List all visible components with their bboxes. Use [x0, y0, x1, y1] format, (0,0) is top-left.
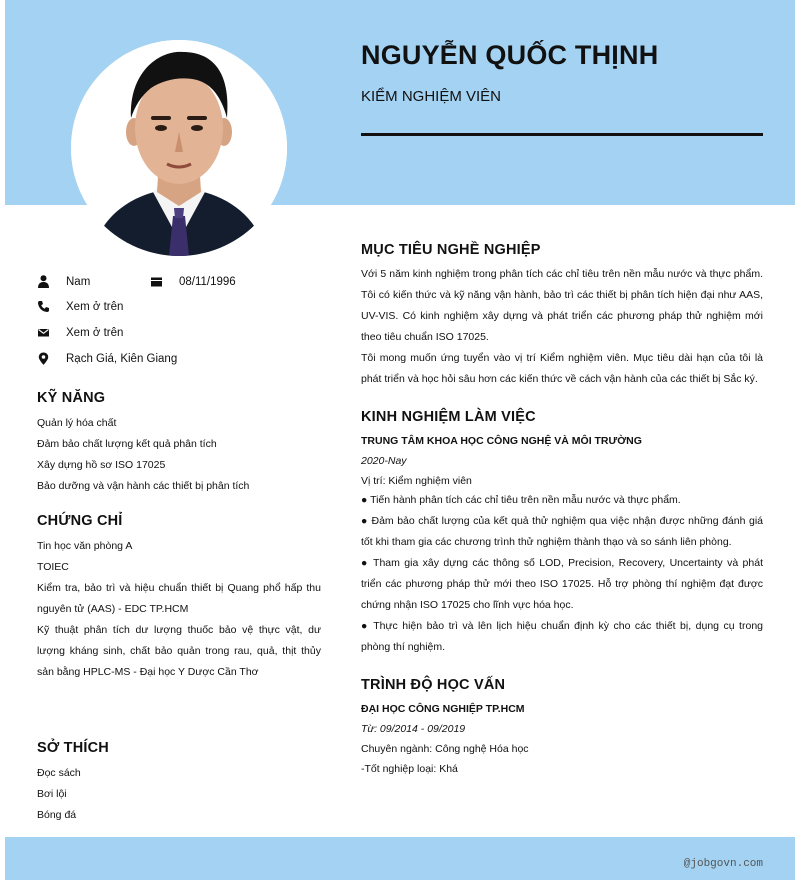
major: Chuyên ngành: Công nghệ Hóa học — [361, 743, 529, 755]
list-item: Tin học văn phòng A — [37, 540, 133, 552]
school-name: ĐẠI HỌC CÔNG NGHIỆP TP.HCM — [361, 703, 525, 715]
list-item: Kiểm tra, bảo trì và hiệu chuẩn thiết bị Quang phổ hấp thu nguyên tử (AAS) - EDC TP.HCM — [37, 582, 321, 615]
experience-block — [361, 431, 763, 491]
email-value: Xem ở trên — [66, 326, 124, 339]
certificates-list — [37, 536, 321, 683]
objective-paragraph: Với 5 năm kinh nghiệm trong phân tích các chỉ tiêu trên nền mẫu nước và thực phẩm. Tôi có kiến thức và kỹ năng vận hành, bảo trì các thiết bị phân tích hiện đại như AAS, UV-VIS. Có kinh nghiệm xây dựng và phát triển các phương pháp thử nghiệm mới theo tiêu chuẩn ISO 17025. — [361, 268, 763, 343]
email-row — [37, 326, 123, 339]
phone-row — [37, 300, 123, 313]
footer-band — [5, 837, 795, 880]
birthday-row — [150, 275, 236, 288]
list-item: TOIEC — [37, 561, 69, 573]
skills-list — [37, 413, 321, 497]
experience-bullets — [361, 490, 763, 658]
list-item: Xây dựng hồ sơ ISO 17025 — [37, 459, 166, 471]
list-item: Bảo dưỡng và vận hành các thiết bị phân tích — [37, 480, 250, 492]
certificates-title: CHỨNG CHỈ — [37, 513, 123, 529]
list-item: Đảm bảo chất lượng kết quả phân tích — [37, 438, 217, 450]
objective-paragraph: Tôi mong muốn ứng tuyển vào vị trí Kiểm nghiệm viên. Mục tiêu dài hạn của tôi là phát triển và học hỏi sâu hơn các kiến thức về cách vận hành của các thiết bị Sắc ký. — [361, 352, 763, 385]
email-icon — [37, 326, 50, 339]
list-item: Bóng đá — [37, 809, 77, 821]
profile-photo — [71, 40, 287, 256]
work-period: 2020-Nay — [361, 455, 407, 467]
list-item: Quản lý hóa chất — [37, 417, 117, 429]
study-period: Từ: 09/2014 - 09/2019 — [361, 723, 466, 735]
candidate-name: NGUYỄN QUỐC THỊNH — [361, 40, 659, 70]
list-item: Kỹ thuật phân tích dư lượng thuốc bảo vệ thực vật, dư lượng kháng sinh, chất bảo quản trong rau, quả, thịt thủy sản bằng HPLC-MS - Đại học Y Dược Cần Thơ — [37, 624, 321, 678]
objective-title: MỤC TIÊU NGHỀ NGHIỆP — [361, 242, 541, 258]
skills-title: KỸ NĂNG — [37, 390, 106, 406]
phone-value: Xem ở trên — [66, 300, 124, 313]
graduation-grade: -Tốt nghiệp loại: Khá — [361, 763, 458, 775]
experience-title: KINH NGHIỆM LÀM VIỆC — [361, 409, 536, 425]
list-item: Đọc sách — [37, 767, 81, 779]
address-row — [37, 352, 177, 365]
birthday-value: 08/11/1996 — [179, 275, 236, 288]
job-title: KIỂM NGHIỆM VIÊN — [361, 88, 502, 105]
hobbies-title: SỞ THÍCH — [37, 740, 109, 756]
list-item: ● Tham gia xây dựng các thông số LOD, Precision, Recovery, Uncertainty và phát triển các phương pháp thử mới theo ISO 17025. Hỗ trợ phòng thí nghiệm đạt được chứng nhận ISO 17025 cho lĩnh vực hóa học. — [361, 557, 763, 611]
work-role: Vị trí: Kiểm nghiệm viên — [361, 475, 472, 487]
list-item: ● Tiến hành phân tích các chỉ tiêu trên nền mẫu nước và thực phẩm. — [361, 494, 681, 506]
company-name: TRUNG TÂM KHOA HỌC CÔNG NGHỆ VÀ MÔI TRƯỜNG — [361, 435, 642, 447]
list-item: Bơi lội — [37, 788, 67, 800]
gender-row — [37, 275, 90, 288]
list-item: ● Đảm bảo chất lượng của kết quả thử nghiệm qua việc nhận được những đánh giá tốt khi tham gia các chương trình thử nghiệm thành thạo và so sánh liên phòng. — [361, 515, 763, 548]
education-block — [361, 699, 763, 779]
address-value: Rạch Giá, Kiên Giang — [66, 352, 178, 365]
list-item: ● Thực hiện bảo trì và lên lịch hiệu chuẩn định kỳ cho các thiết bị, dụng cụ trong phòng thí nghiệm. — [361, 620, 763, 653]
person-icon — [37, 275, 50, 288]
location-icon — [37, 352, 50, 365]
phone-icon — [37, 300, 50, 313]
calendar-icon — [150, 275, 163, 288]
header-divider — [361, 133, 763, 136]
gender-value: Nam — [66, 275, 91, 288]
education-title: TRÌNH ĐỘ HỌC VẤN — [361, 677, 506, 693]
footer-brand: @jobgovn.com — [683, 858, 763, 870]
objective-text — [361, 264, 763, 390]
hobbies-list — [37, 763, 321, 826]
